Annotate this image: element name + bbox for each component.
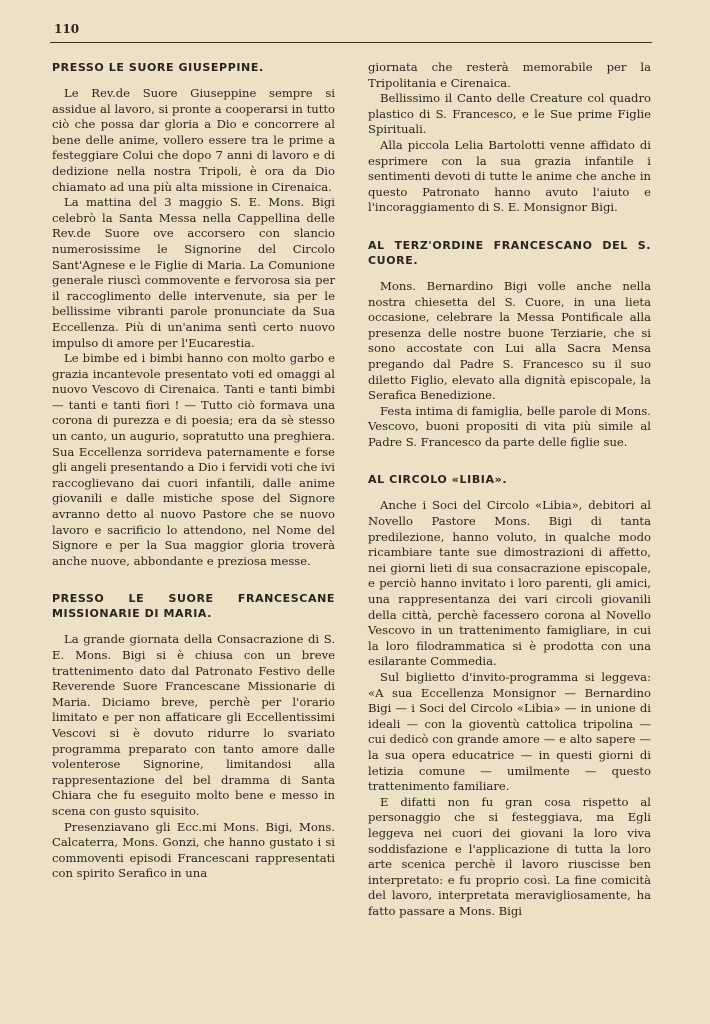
paragraph: Alla piccola Lelia Bartolotti venne affidato di esprimere con la sua grazia infantile i sentimenti devoti di tutte le anime che anche in questo Patronato hanno avuto l'aiuto e l'incoraggiamento di S. E. Monsignor Bigi. bbox=[368, 137, 651, 215]
paragraph-continued: giornata che resterà memorabile per la Tripolitania e Cirenaica. bbox=[368, 60, 651, 90]
section-heading-circolo-libia: AL CIRCOLO «LIBIA». bbox=[368, 473, 508, 487]
paragraph: La mattina del 3 maggio S. E. Mons. Bigi celebrò la Santa Messa nella Cappellina delle Rev.de Suore ove accorsero con slancio numerosissime le Signorine del Circolo Sant'Agnese e le Figlie di Maria. La Comunione generale riuscì commovente e fervorosa sia per il raccoglimento delle intervenute, sia per le bellissime vibranti parole pronunciate da Sua Eccellenza. Più di un'anima sentì certo nuovo impulso di amore per l'Eucarestia. bbox=[52, 195, 335, 350]
right-column bbox=[368, 60, 651, 920]
section-heading-suore-giuseppine: PRESSO LE SUORE GIUSEPPINE. bbox=[52, 61, 264, 74]
paragraph: Anche i Soci del Circolo «Libia», debitori al Novello Pastore Mons. Bigi di tanta predilezione, hanno voluto, in qualche modo ricambiare tante sue dimostrazioni di affetto, nei giorni lieti di sua consacrazione episcopale, e perciò hanno invitato i loro parenti, gli amici, una rappresentanza dei vari circoli giovanili della città, perchè facessero corona al Novello Vescovo in un trattenimento famigliare, in cui la loro filodrammatica si è prodotta con una esilarante Commedia. bbox=[368, 498, 651, 669]
paragraph: Presenziavano gli Ecc.mi Mons. Bigi, Mons. Calcaterra, Mons. Gonzi, che hanno gustato i si commoventi episodi Francescani rappresentati con spirito Serafico in una bbox=[52, 819, 335, 881]
paragraph: Le Rev.de Suore Giuseppine sempre si assidue al lavoro, si pronte a cooperarsi in tutto ciò che possa dar gloria a Dio e concorrere al bene delle anime, vollero essere tra le prime a festeggiare Colui che dopo 7 anni di lavoro e di dedizione nella nostra Tripoli, è ora da Dio chiamato ad una più alta missione in Cirenaica. bbox=[52, 86, 335, 194]
section-heading-terz-ordine: AL TERZ'ORDINE FRANCESCANO DEL S. CUORE. bbox=[368, 238, 651, 267]
paragraph: Sul biglietto d'invito-programma si leggeva: «A sua Eccellenza Monsignor — Bernardino Bigi — i Soci del Circolo «Libia» — in unione di ideali — con la gioventù cattolica tripolina — cui dedicò con grande amore — e alto sapere — la sua opera educatrice — in questi giorni di letizia comune — umilmente — questo trattenimento familiare. bbox=[368, 670, 651, 794]
paragraph: E difatti non fu gran cosa rispetto al personaggio che si festeggiava, ma Egli leggeva nei cuori dei giovani la loro viva soddisfazione e l'applicazione di tutta la loro arte scenica perchè il lavoro riuscisse ben interpretato: e fu proprio così. La fine comicità del lavoro, interpretata meravigliosamente, ha fatto passare a Mons. Bigi bbox=[368, 794, 651, 918]
paragraph: Mons. Bernardino Bigi volle anche nella nostra chiesetta del S. Cuore, in una lieta occasione, celebrare la Messa Pontificale alla presenza delle nostre buone Terziarie, che si sono accostate con Lui alla Sacra Mensa pregando dal Padre S. Francesco su il suo diletto Figlio, elevato alla dignità episcopale, la Serafica Benedizione. bbox=[368, 278, 651, 403]
paragraph: Bellissimo il Canto delle Creature col quadro plastico di S. Francesco, e le Sue prime Figlie Spirituali. bbox=[368, 91, 651, 137]
paragraph: La grande giornata della Consacrazione di S. E. Mons. Bigi si è chiusa con un breve trattenimento dato dal Patronato Festivo delle Reverende Suore Francescane Missionarie di Maria. Diciamo breve, perchè per l'orario limitato e per non affaticare gli Eccellentissimi Vescovi si è dovuto ridurre lo svariato programma preparato con tanto amore dalle volenterose Signorine, limitandosi alla rappresentazione del bel dramma di Santa Chiara che fu eseguito molto bene e messo in scena con gusto squisito. bbox=[52, 632, 335, 818]
paragraph: Le bimbe ed i bimbi hanno con molto garbo e grazia incantevole presentato voti ed omaggi al nuovo Vescovo di Cirenaica. Tanti e tanti bimbi — tanti e tanti fiori ! — Tutto ciò formava una corona di purezza e di poesia; era da sè stesso un canto, un augurio, sopratutto una preghiera. Sua Eccellenza sorrideva paternamente e forse gli angeli presentando a Dio i fervidi voti che ivi raccoglievano dai cuori infantili, dalle anime giovanili e dalle mistiche spose del Signore avranno detto al nuovo Pastore che se nuovo lavoro e sacrificio lo attendono, nel Nome del Signore e per la Sua maggior gloria troverà anche nuove, abbondante e preziosa messe. bbox=[52, 351, 335, 568]
paragraph: Festa intima di famiglia, belle parole di Mons. Vescovo, buoni propositi di vita più simile al Padre S. Francesco da parte delle figlie sue. bbox=[368, 403, 651, 449]
left-column bbox=[52, 60, 335, 882]
page-number: 110 bbox=[54, 22, 80, 36]
section-heading-suore-francescane: PRESSO LE SUORE FRANCESCANE MISSIONARIE DI MARIA. bbox=[52, 592, 335, 621]
header-rule bbox=[50, 42, 652, 43]
